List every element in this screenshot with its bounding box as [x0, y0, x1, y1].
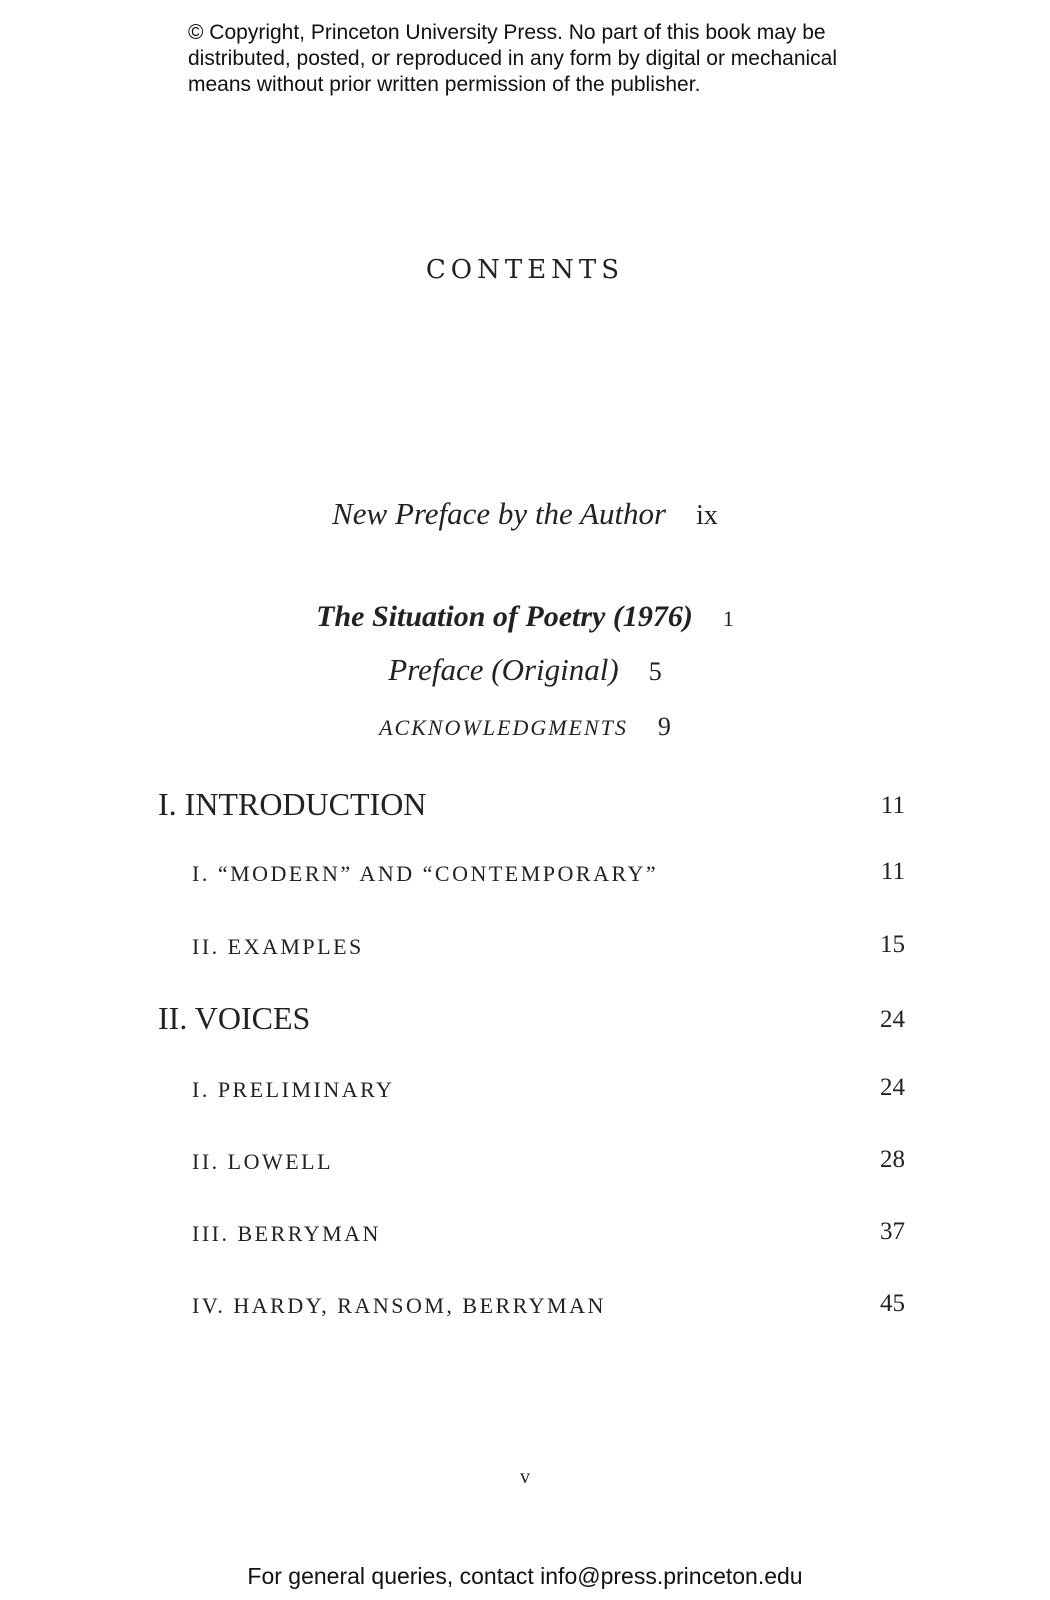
toc-section-label: IV. HARDY, RANSOM, BERRYMAN — [192, 1293, 606, 1318]
toc-entry-page: 9 — [657, 712, 671, 741]
page-folio: v — [520, 1466, 530, 1488]
toc-part-label: II. VOICES — [158, 1000, 311, 1036]
toc-section-label: I. PRELIMINARY — [192, 1077, 395, 1102]
toc-entry-acknowledgments[interactable] — [0, 712, 1050, 742]
toc-entry-title: Preface (Original) — [388, 652, 619, 687]
toc-page-number: 45 — [880, 1290, 905, 1317]
toc-section-label: II. EXAMPLES — [192, 934, 364, 959]
copyright-line: © Copyright, Princeton University Press. No part of this book may be — [188, 21, 826, 44]
footer-contact: For general queries, contact info@press.princeton.edu — [247, 1563, 803, 1589]
toc-section-label: I. “MODERN” AND “CONTEMPORARY” — [192, 861, 659, 886]
toc-page-number: 15 — [880, 931, 905, 958]
toc-page-number: 37 — [880, 1218, 905, 1245]
toc-page-number: 24 — [880, 1006, 905, 1033]
toc-entry-title: New Preface by the Author — [332, 496, 667, 531]
copyright-notice — [188, 20, 888, 98]
copyright-line: means without prior written permission of the publisher. — [188, 73, 701, 96]
toc-page-number: 24 — [880, 1074, 905, 1101]
toc-entry-situation-of-poetry[interactable] — [0, 600, 1050, 634]
toc-entry-page: ix — [696, 500, 718, 531]
toc-entry-preface-original[interactable] — [0, 652, 1050, 688]
page-title: CONTENTS — [425, 255, 625, 285]
toc-entry-new-preface[interactable] — [0, 496, 1050, 532]
toc-entry-title: The Situation of Poetry (1976) — [316, 600, 693, 633]
toc-section-label: III. BERRYMAN — [192, 1221, 381, 1246]
copyright-line: distributed, posted, or reproduced in any form by digital or mechanical — [188, 47, 838, 70]
toc-page-number: 11 — [880, 792, 905, 819]
toc-entry-page: 5 — [648, 657, 662, 686]
toc-section-label: II. LOWELL — [192, 1149, 334, 1174]
toc-page-number: 11 — [880, 858, 905, 885]
toc-entry-page: 1 — [722, 606, 734, 631]
toc-part-label: I. INTRODUCTION — [158, 786, 427, 822]
toc-entry-title: ACKNOWLEDGMENTS — [379, 715, 628, 740]
toc-page-number: 28 — [880, 1146, 905, 1173]
